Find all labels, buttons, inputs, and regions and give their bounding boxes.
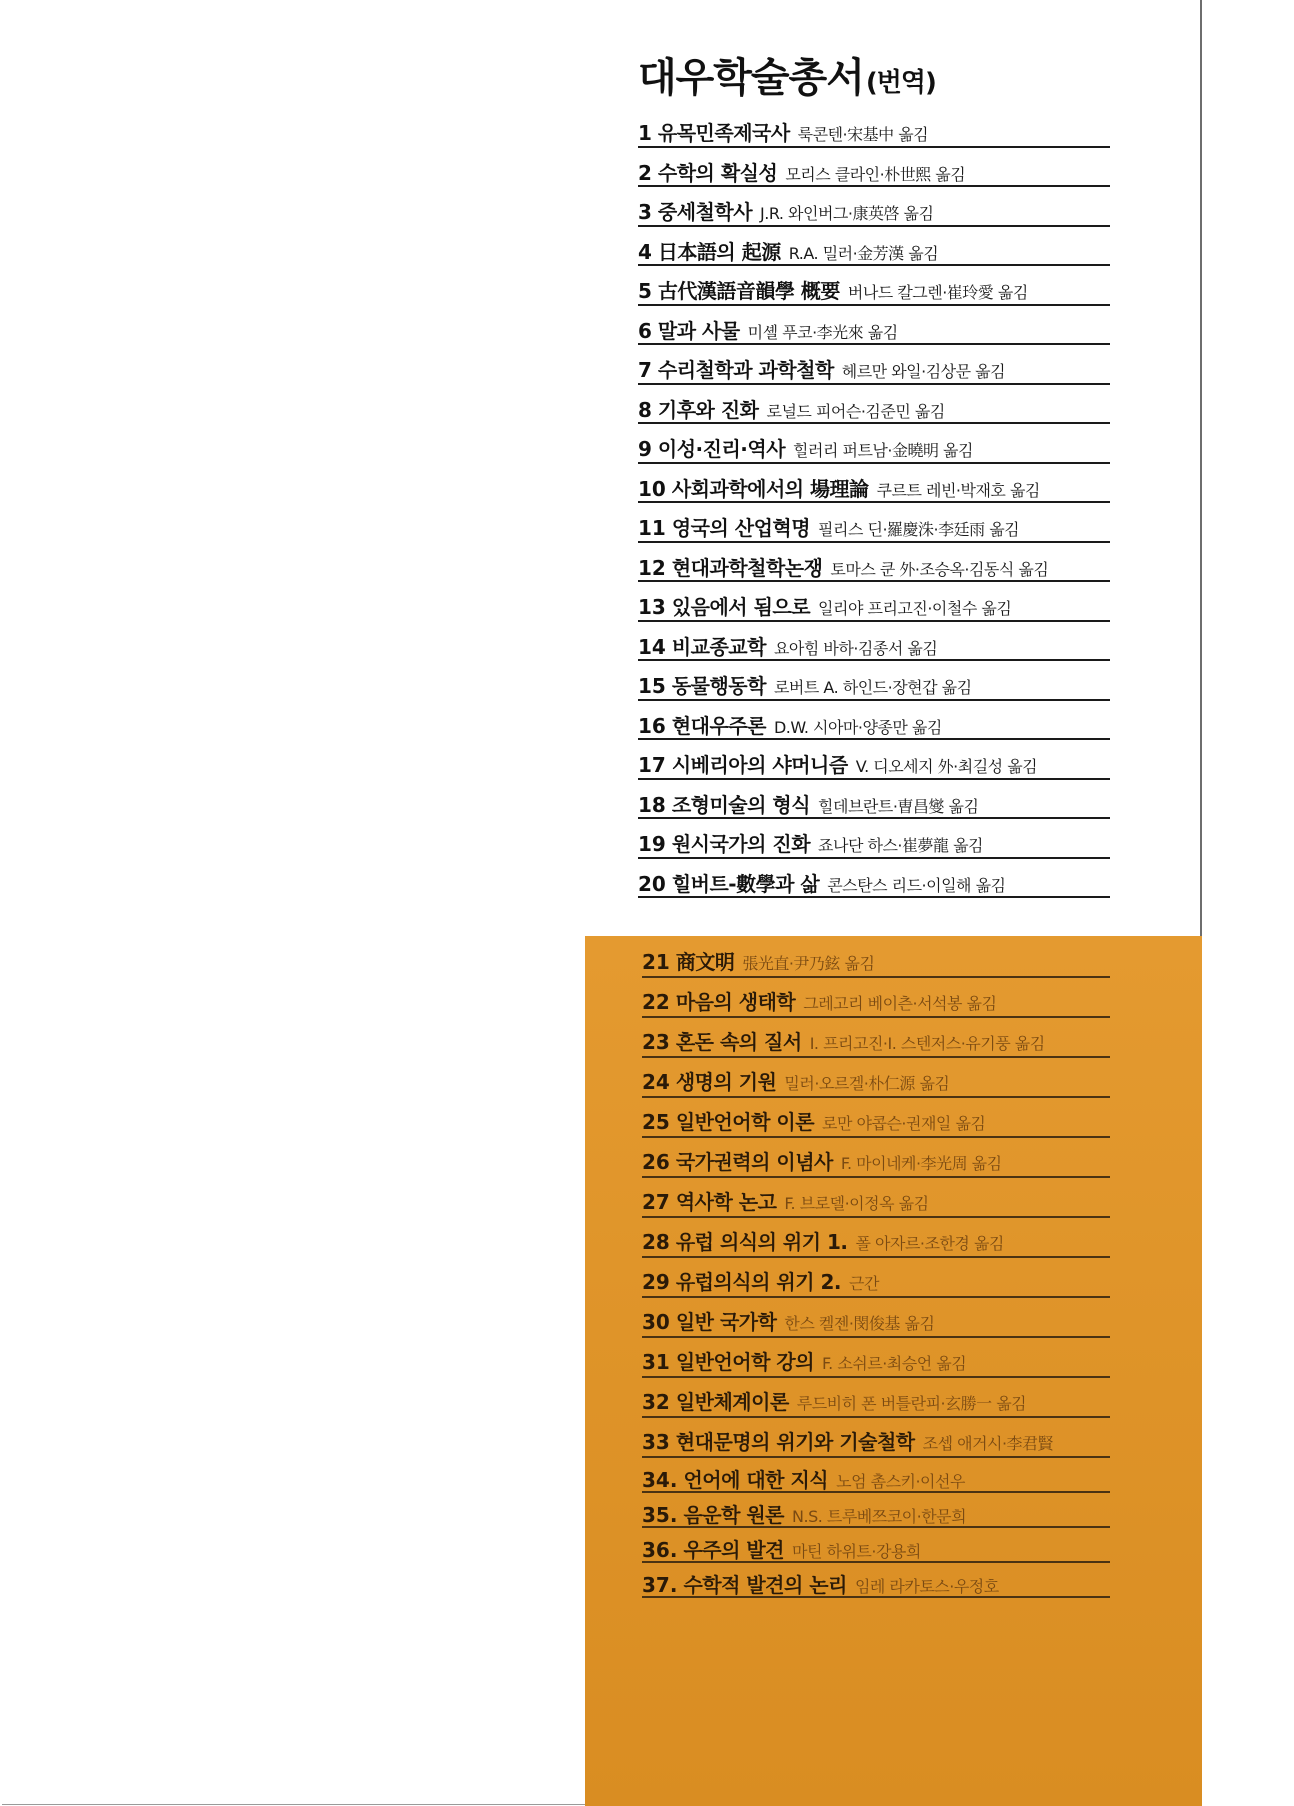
book-entry <box>642 1058 1110 1098</box>
book-entry <box>638 345 1110 385</box>
book-entry <box>642 1178 1110 1218</box>
book-number: 23 <box>642 1030 670 1054</box>
book-title: 혼돈 속의 질서 <box>675 1030 802 1054</box>
book-title: 사회과학에서의 場理論 <box>671 476 869 501</box>
book-credit: N.S. 트루베쯔코이·한문희 <box>792 1507 967 1526</box>
book-entry <box>642 1138 1110 1178</box>
book-title: 영국의 산업혁명 <box>671 516 811 540</box>
book-entry <box>638 306 1110 346</box>
book-credit: 밀러·오르겔·朴仁源 옮김 <box>784 1074 950 1093</box>
book-entry <box>638 503 1110 543</box>
book-credit: 쿠르트 레빈·박재호 옮김 <box>876 480 1040 500</box>
book-title: 유목민족제국사 <box>657 121 790 145</box>
book-entry <box>638 859 1110 899</box>
book-number: 13 <box>638 595 666 619</box>
book-title: 시베리아의 샤머니즘 <box>671 753 848 777</box>
book-number: 37. <box>642 1573 678 1597</box>
book-credit: 모리스 클라인·朴世熙 옮김 <box>785 164 966 184</box>
book-title: 유럽 의식의 위기 1. <box>675 1230 848 1254</box>
book-credit: 요아힘 바하·김종서 옮김 <box>773 638 938 658</box>
book-entry <box>638 424 1110 464</box>
book-number: 4 <box>638 239 652 264</box>
book-entry <box>642 1458 1110 1493</box>
book-credit: 한스 켈젠·閔俊基 옮김 <box>784 1314 935 1333</box>
book-credit: 로버트 A. 하인드·장현갑 옮김 <box>773 678 972 697</box>
book-entry <box>638 227 1110 267</box>
book-title: 원시국가의 진화 <box>671 832 811 856</box>
book-title: 日本語의 起源 <box>657 239 781 264</box>
book-number: 9 <box>638 437 652 461</box>
book-credit: 로널드 피어슨·김준민 옮김 <box>766 401 945 421</box>
book-credit: 미셸 푸코·李光來 옮김 <box>747 322 898 342</box>
book-entry <box>638 148 1110 188</box>
book-title: 현대과학철학논쟁 <box>671 555 823 580</box>
book-list-upper <box>638 108 1110 898</box>
book-entry <box>638 464 1110 504</box>
book-number: 34. <box>642 1468 678 1492</box>
book-credit: 조셉 애거시·李君賢 <box>922 1434 1054 1453</box>
book-credit: 헤르만 와일·김상문 옮김 <box>841 362 1006 381</box>
book-credit: D.W. 시아마·양종만 옮김 <box>773 717 942 737</box>
book-title: 힐버트-數學과 삶 <box>671 871 820 896</box>
series-title: 대우학술총서(번역) <box>638 55 936 101</box>
book-number: 32 <box>642 1390 670 1414</box>
book-entry <box>638 701 1110 741</box>
book-credit: 근간 <box>849 1274 879 1293</box>
book-title: 국가권력의 이념사 <box>675 1150 833 1174</box>
book-entry <box>638 543 1110 583</box>
book-entry <box>638 622 1110 662</box>
book-title: 음운학 원론 <box>683 1503 785 1527</box>
book-number: 17 <box>638 753 666 777</box>
book-number: 11 <box>638 516 666 540</box>
book-title: 수리철학과 과학철학 <box>657 358 834 382</box>
book-entry <box>638 740 1110 780</box>
book-title: 마음의 생태학 <box>675 990 796 1014</box>
book-number: 5 <box>638 279 652 303</box>
book-credit: 룩콘텐·宋基中 옮김 <box>797 125 929 144</box>
book-title: 일반체계이론 <box>675 1390 789 1414</box>
book-credit: 폴 아자르·조한경 옮김 <box>855 1234 1004 1253</box>
book-title: 현대우주론 <box>671 713 766 738</box>
book-credit: F. 소쉬르·최승언 옮김 <box>822 1354 967 1373</box>
book-entry <box>642 1493 1110 1528</box>
book-entry <box>642 978 1110 1018</box>
book-credit: 힐데브란트·曺昌燮 옮김 <box>818 796 979 816</box>
book-number: 2 <box>638 160 652 185</box>
book-list-lower <box>642 938 1110 1598</box>
book-number: 29 <box>642 1270 670 1294</box>
book-credit: 張光直·尹乃鉉 옮김 <box>742 954 875 973</box>
book-credit: 마틴 하위트·강용희 <box>792 1542 921 1561</box>
book-number: 25 <box>642 1110 670 1134</box>
book-number: 15 <box>638 674 666 698</box>
book-number: 3 <box>638 200 652 224</box>
book-title: 생명의 기원 <box>675 1070 777 1094</box>
book-credit: 그레고리 베이츤·서석봉 옮김 <box>803 994 997 1013</box>
book-entry <box>638 661 1110 701</box>
book-title: 현대문명의 위기와 기술철학 <box>675 1430 915 1454</box>
book-entry <box>638 187 1110 227</box>
book-entry <box>642 1563 1110 1598</box>
book-title: 역사학 논고 <box>675 1190 777 1214</box>
book-number: 22 <box>642 990 670 1014</box>
book-credit: R.A. 밀러·金芳漢 옮김 <box>788 243 939 263</box>
book-title: 수학적 발견의 논리 <box>683 1573 847 1597</box>
book-number: 8 <box>638 397 652 422</box>
book-entry <box>642 938 1110 978</box>
book-title: 비교종교학 <box>671 634 766 659</box>
book-entry <box>642 1298 1110 1338</box>
book-page <box>2 0 1202 1805</box>
book-number: 12 <box>638 555 666 580</box>
book-title: 중세철학사 <box>657 200 753 224</box>
book-number: 31 <box>642 1350 670 1374</box>
book-title: 말과 사물 <box>657 318 740 343</box>
book-credit: F. 브로델·이정옥 옮김 <box>784 1194 929 1213</box>
book-number: 14 <box>638 634 666 659</box>
book-number: 20 <box>638 871 666 896</box>
book-number: 18 <box>638 792 666 817</box>
book-entry <box>642 1528 1110 1563</box>
book-credit: 콘스탄스 리드·이일해 옮김 <box>827 875 1006 895</box>
book-credit: 토마스 쿤 外·조승옥·김동식 옮김 <box>830 559 1049 579</box>
book-number: 33 <box>642 1430 670 1454</box>
book-credit: 버나드 칼그렌·崔玲愛 옮김 <box>847 283 1028 302</box>
book-entry <box>642 1258 1110 1298</box>
book-title: 古代漢語音韻學 概要 <box>657 279 840 303</box>
book-entry <box>638 780 1110 820</box>
book-entry <box>638 819 1110 859</box>
book-title: 이성·진리·역사 <box>657 437 786 461</box>
book-entry <box>642 1018 1110 1058</box>
book-number: 26 <box>642 1150 670 1174</box>
book-title: 언어에 대한 지식 <box>683 1468 829 1492</box>
book-number: 24 <box>642 1070 670 1094</box>
series-subtitle: (번역) <box>865 68 936 98</box>
book-number: 1 <box>638 121 652 145</box>
book-number: 28 <box>642 1230 670 1254</box>
book-title: 조형미술의 형식 <box>671 792 811 817</box>
book-title: 일반언어학 강의 <box>675 1350 815 1374</box>
book-entry <box>642 1098 1110 1138</box>
book-credit: 루드비히 폰 버틀란피·玄勝一 옮김 <box>796 1394 1027 1413</box>
book-entry <box>638 108 1110 148</box>
book-title: 있음에서 됨으로 <box>671 595 811 619</box>
book-number: 19 <box>638 832 666 856</box>
book-credit: 일리야 프리고진·이철수 옮김 <box>818 599 1012 618</box>
book-number: 35. <box>642 1503 678 1527</box>
book-number: 6 <box>638 318 652 343</box>
book-title: 수학의 확실성 <box>657 160 778 185</box>
book-entry <box>638 266 1110 306</box>
book-number: 36. <box>642 1538 678 1562</box>
book-credit: I. 프리고진·I. 스텐저스·유기풍 옮김 <box>809 1034 1045 1053</box>
book-entry <box>642 1418 1110 1458</box>
book-entry <box>638 582 1110 622</box>
book-title: 일반언어학 이론 <box>675 1110 815 1134</box>
book-number: 7 <box>638 358 652 382</box>
book-title: 일반 국가학 <box>675 1310 777 1334</box>
book-credit: V. 디오세지 外·최길성 옮김 <box>855 757 1038 776</box>
book-credit: 임레 라카토스·우정호 <box>854 1577 999 1596</box>
book-credit: 로만 야콥슨·권재일 옮김 <box>822 1114 986 1133</box>
book-title: 동물행동학 <box>671 674 766 698</box>
book-entry <box>642 1378 1110 1418</box>
book-credit: 노엄 촘스키·이선우 <box>836 1472 965 1491</box>
book-title: 우주의 발견 <box>683 1538 785 1562</box>
book-title: 기후와 진화 <box>657 397 759 422</box>
book-credit: 죠나단 하스·崔夢龍 옮김 <box>818 836 983 855</box>
book-title: 유럽의식의 위기 2. <box>675 1270 842 1294</box>
book-number: 21 <box>642 950 670 974</box>
book-number: 30 <box>642 1310 670 1334</box>
book-entry <box>638 385 1110 425</box>
book-entry <box>642 1338 1110 1378</box>
book-number: 16 <box>638 713 666 738</box>
book-title: 商文明 <box>675 950 735 974</box>
book-entry <box>642 1218 1110 1258</box>
book-number: 10 <box>638 476 666 501</box>
book-credit: J.R. 와인버그·康英啓 옮김 <box>760 204 934 223</box>
book-credit: 힐러리 퍼트남·金曉明 옮김 <box>793 441 973 460</box>
book-credit: 필리스 딘·羅慶洙·李廷雨 옮김 <box>818 520 1020 539</box>
book-credit: F. 마이네케·李光周 옮김 <box>840 1154 1002 1173</box>
book-number: 27 <box>642 1190 670 1214</box>
